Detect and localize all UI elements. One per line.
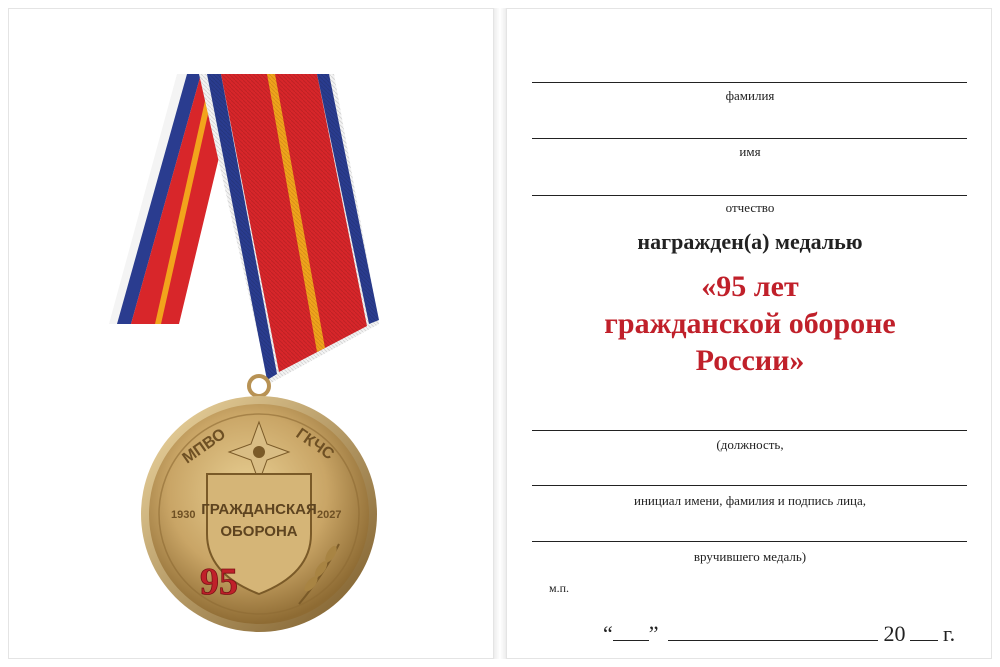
seal-place-label: м.п.: [549, 581, 570, 595]
position-line: [532, 430, 967, 431]
awarded-text: награжден(а) медалью: [637, 229, 863, 254]
name-caption: имя: [739, 144, 761, 159]
name-line: [532, 138, 967, 139]
medal-title-line-3: России»: [695, 344, 805, 377]
medal-year-start: 1930: [171, 509, 196, 521]
position-caption: (должность,: [716, 437, 784, 452]
date-row: [603, 621, 955, 647]
signer-caption: инициал имени, фамилия и подпись лица,: [633, 493, 866, 508]
medal-anniversary-number: 95: [200, 561, 238, 603]
medal-year-end: 2027: [317, 509, 342, 521]
signer-line: [532, 485, 967, 486]
date-close-quote: ”: [648, 621, 659, 646]
patronymic-line: [532, 195, 967, 196]
medal-title-line-2: гражданской обороне: [604, 307, 896, 340]
medal-image: [99, 64, 419, 654]
date-day-blank: [613, 623, 649, 641]
date-year-blank: [910, 623, 938, 641]
ribbon-front: [199, 74, 379, 384]
date-year-prefix: 20: [883, 621, 906, 646]
right-page: [506, 8, 992, 659]
date-month-blank: [668, 623, 878, 641]
medal-org-right: ГКЧС: [292, 425, 337, 464]
medal-title-line-1: «95 лет: [701, 270, 799, 303]
patronymic-caption: отчество: [725, 200, 775, 215]
presenter-line: [532, 541, 967, 542]
book-spine: [494, 8, 506, 659]
presenter-caption: вручившего медаль): [693, 549, 807, 564]
medal-loop: [249, 376, 269, 396]
medal-org-left: МПВО: [179, 425, 229, 468]
medal-center-line-1: ГРАЖДАНСКАЯ: [201, 501, 317, 518]
surname-line: [532, 82, 967, 83]
date-open-quote: “: [603, 621, 613, 646]
date-year-suffix: г.: [943, 621, 956, 646]
medal-center-line-2: ОБОРОНА: [220, 523, 298, 540]
surname-caption: фамилия: [725, 88, 775, 103]
left-page: [8, 8, 494, 659]
